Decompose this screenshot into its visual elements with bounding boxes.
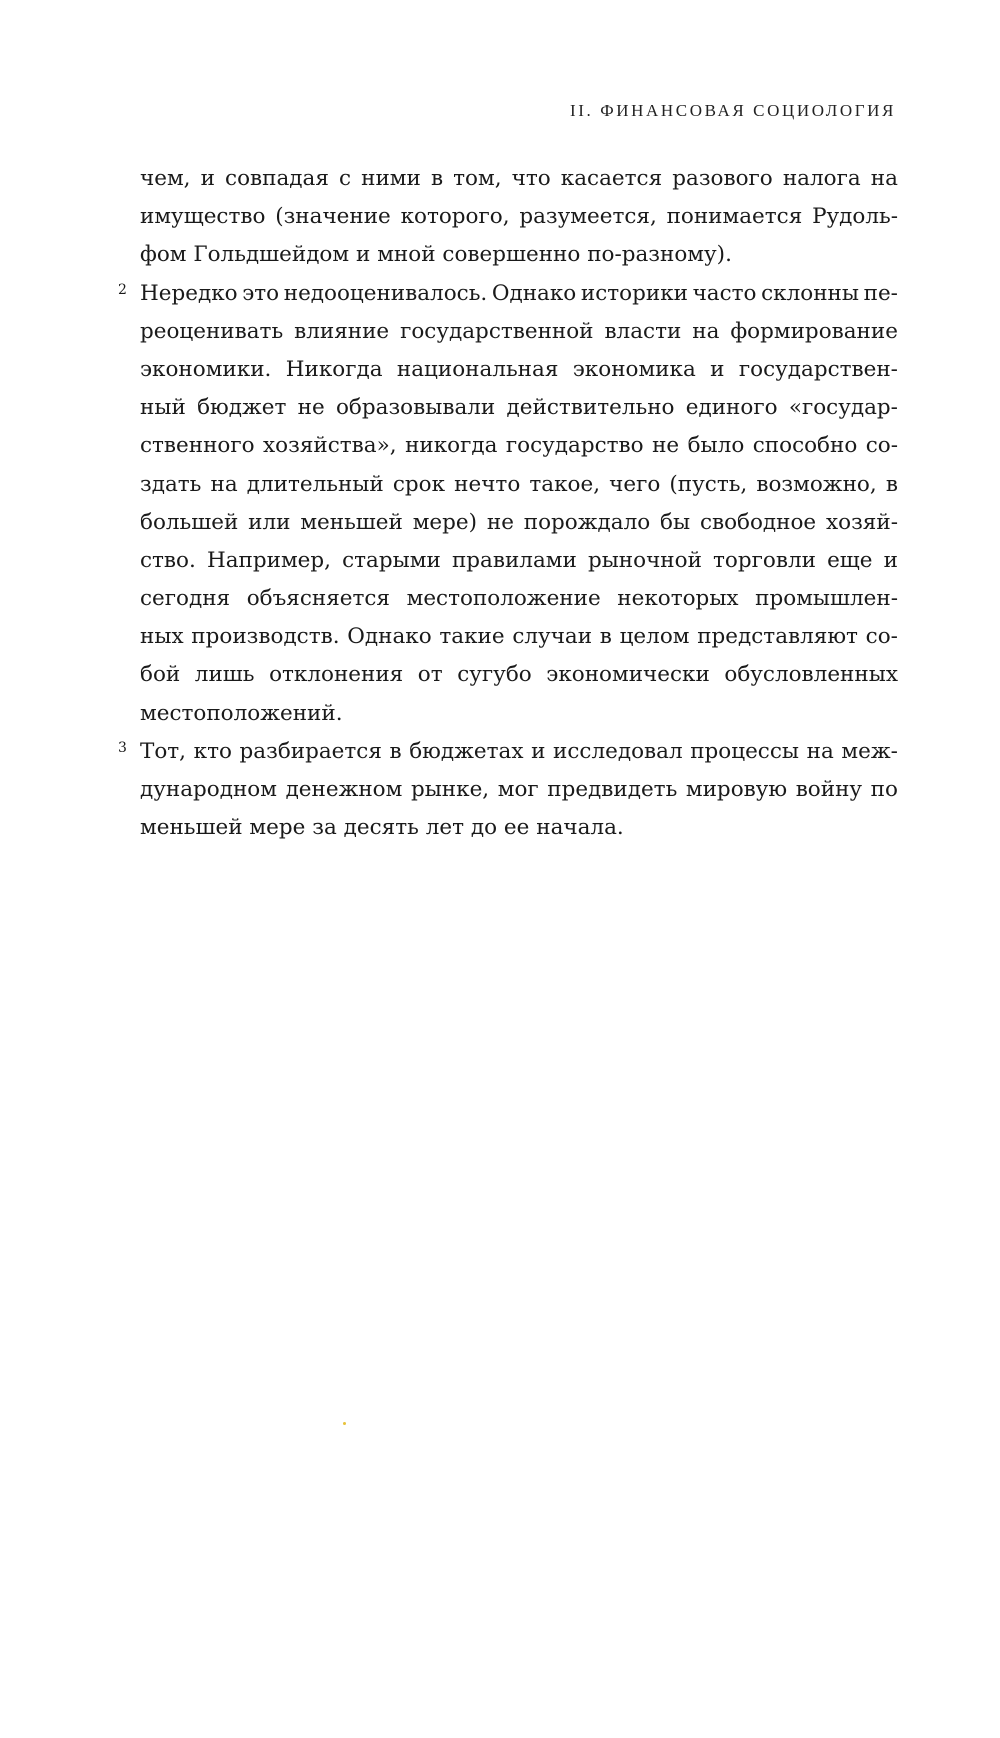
footnote-line: чем, и совпадая с ними в том, что касается разового налога на — [140, 166, 898, 191]
footnote-line: 2 Нередко это недооценивалось. Однако историки часто склонны пе- — [140, 275, 898, 313]
footnote-line: 3 Тот, кто разбирается в бюджетах и исследовал процессы на меж- — [140, 733, 898, 771]
footnote-line: реоценивать влияние государственной власти на формирование — [140, 318, 898, 344]
footnote-marker: 2 — [118, 281, 127, 298]
footnote-line: бой лишь отклонения от сугубо экономически обусловленных — [140, 662, 898, 688]
footnote-line: большей или меньшей мере) не порождало бы свободное хозяй- — [140, 509, 898, 535]
footnote-line: ных производств. Однако такие случаи в целом представляют со- — [140, 624, 898, 650]
footnote-line: экономики. Никогда национальная экономика и государствен- — [140, 356, 898, 382]
footnote-line: ственного хозяйства», никогда государство не было способно со- — [140, 433, 898, 459]
footnote-line: дународном денежном рынке, мог предвидеть мировую войну по — [140, 777, 898, 802]
footnote-marker: 3 — [118, 739, 127, 756]
footnote-line: сегодня объясняется местоположение некоторых промышлен- — [140, 586, 898, 612]
footnote-line: ство. Например, старыми правилами рыночной торговли еще и — [140, 547, 898, 573]
footnote-line: меньшей мере за десять лет до ее начала. — [140, 815, 624, 841]
footnote-line: фом Гольдшейдом и мной совершенно по-разному). — [140, 242, 732, 268]
footnote-line: местоположений. — [140, 700, 343, 726]
paper-speck — [343, 1422, 346, 1425]
running-head: II. ФИНАНСОВАЯ СОЦИОЛОГИЯ — [570, 101, 896, 120]
footnote-line: имущество (значение которого, разумеется, понимается Рудоль- — [140, 204, 898, 230]
footnote-line: здать на длительный срок нечто такое, чего (пусть, возможно, в — [140, 471, 898, 497]
footnotes — [118, 160, 898, 847]
footnote-line: ный бюджет не образовывали действительно единого «государ- — [140, 395, 898, 421]
